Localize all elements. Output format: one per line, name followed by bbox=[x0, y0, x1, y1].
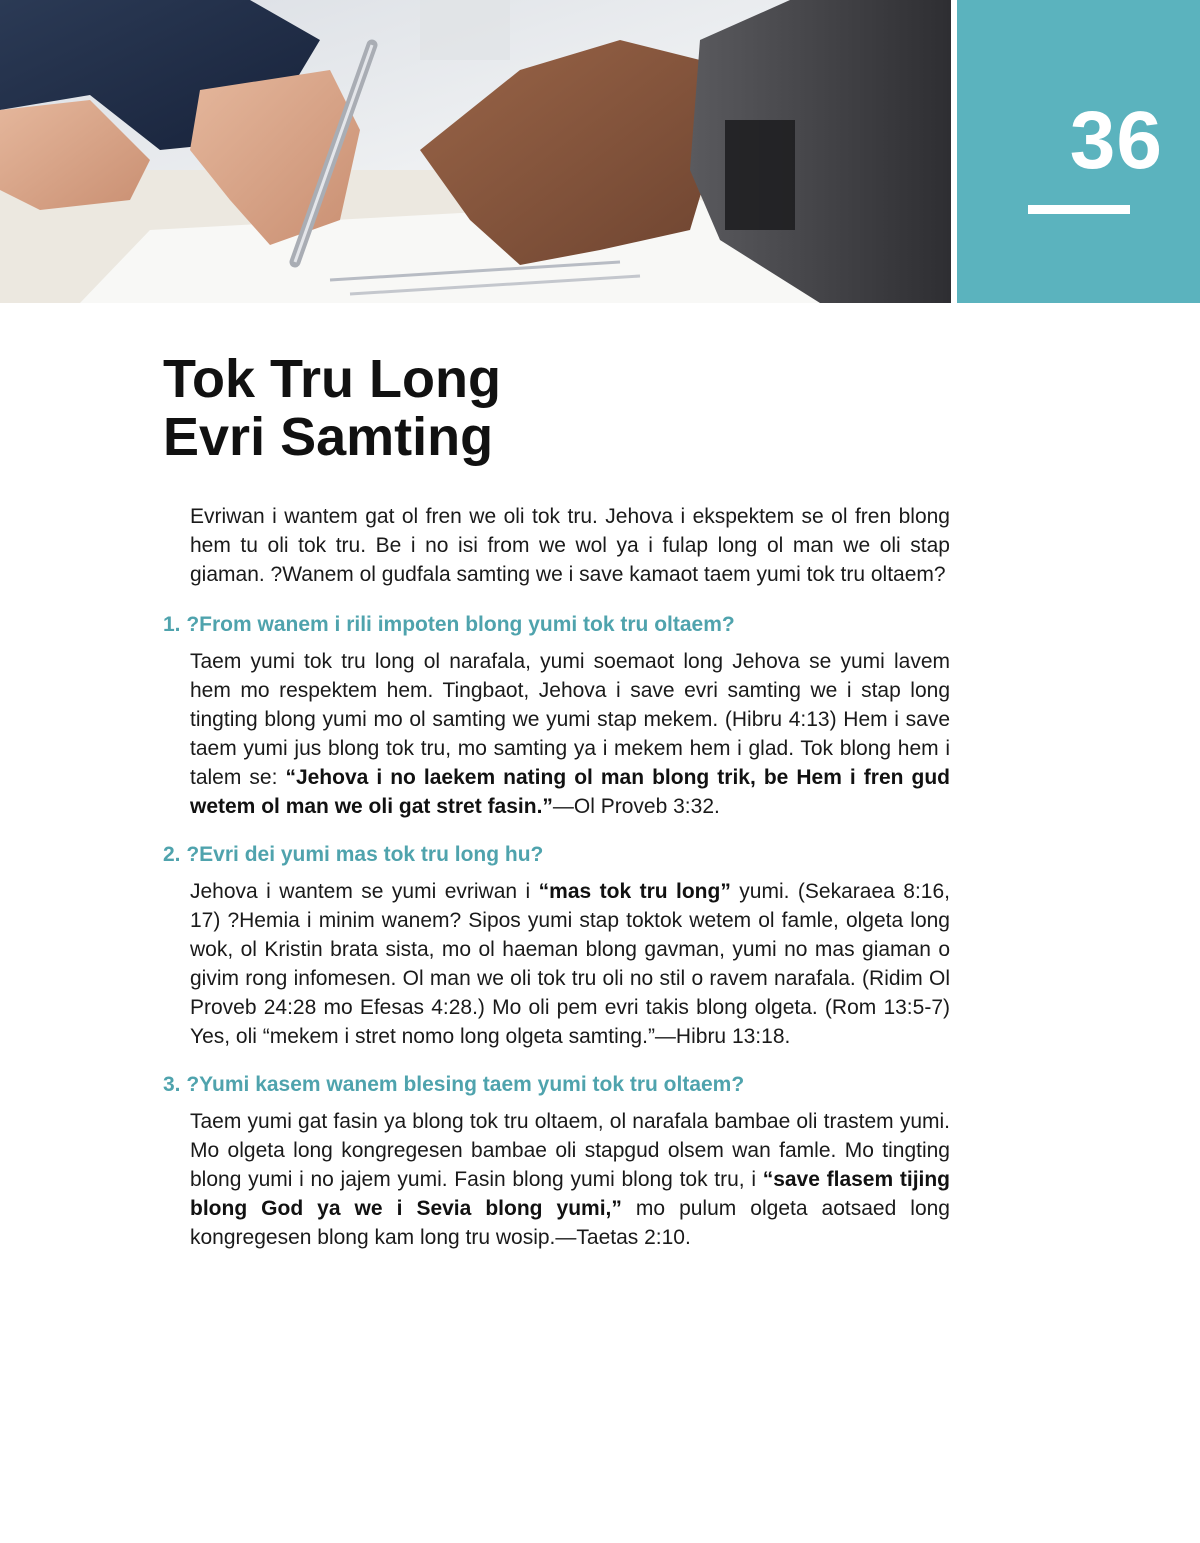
intro-paragraph: Evriwan i wantem gat ol fren we oli tok tru. Jehova i ekspektem se ol fren blong hem tu oli tok tru. Be i no isi from we wol ya i fulap long ol man we oli stap giaman. ?Wanem ol gudfala samting we i save kamaot taem yumi tok tru oltaem? bbox=[190, 505, 950, 586]
lesson-badge bbox=[957, 0, 1200, 303]
question-3-heading: 3. ?Yumi kasem wanem blesing taem yumi tok tru oltaem? bbox=[163, 1073, 745, 1096]
lesson-number: 36 bbox=[1069, 95, 1163, 186]
question-1-heading: 1. ?From wanem i rili impoten blong yumi tok tru oltaem? bbox=[163, 613, 735, 636]
question-3-body: Taem yumi gat fasin ya blong tok tru oltaem, ol narafala bambae oli trastem yumi. Mo olgeta long kongregesen bambae oli stapgud olsem wan famle. Mo tingting blong yumi i no jajem yumi. Fasin blong yumi blong tok tru, i “save flasem tijing blong God ya we i Sevia blong yumi,” mo pulum olgeta aotsaed long kongregesen blong kam long tru wosip.—Taetas 2:10. bbox=[190, 1110, 951, 1249]
page-title: Tok Tru Long Evri Samting bbox=[163, 349, 501, 467]
question-2-heading: 2. ?Evri dei yumi mas tok tru long hu? bbox=[163, 843, 544, 866]
lesson-underline bbox=[1028, 205, 1130, 214]
question-2-body: Jehova i wantem se yumi evriwan i “mas tok tru long” yumi. (Sekaraea 8:16, 17) ?Hemia i minim wanem? Sipos yumi stap toktok wetem ol famle, olgeta long wok, ol Kristin brata sista, mo ol haeman blong gavman, yumi no mas giaman o givim rong infomesen. Ol man we oli tok tru oli no stil o ravem narafala. (Ridim Ol Proveb 24:28 mo Efesas 4:28.) Mo oli pem evri takis blong olgeta. (Rom 13:5-7) Yes, oli “mekem i stret nomo long olgeta samting.”—Hibru 13:18. bbox=[190, 880, 950, 1048]
header-photo bbox=[0, 0, 951, 303]
scripture-quote: “save flasem tijing blong God ya we i Sevia blong yumi,” bbox=[190, 1168, 951, 1220]
question-1-body: Taem yumi tok tru long ol narafala, yumi soemaot long Jehova se yumi lavem hem mo respektem hem. Tingbaot, Jehova i save evri samting we i stap long tingting blong yumi mo ol samting we yumi stap mekem. (Hibru 4:13) Hem i save taem yumi jus blong tok tru, mo samting ya i mekem hem i glad. Tok blong hem i talem se: “Jehova i no laekem nating ol man blong trik, be Hem i fren gud wetem ol man we oli gat stret fasin.”—Ol Proveb 3:32. bbox=[190, 650, 950, 818]
lesson-content bbox=[163, 502, 950, 1272]
scripture-quote: “mas tok tru long” bbox=[538, 880, 731, 903]
scripture-quote: “Jehova i no laekem nating ol man blong trik, be Hem i fren gud wetem ol man we oli gat stret fasin.” bbox=[190, 766, 950, 818]
